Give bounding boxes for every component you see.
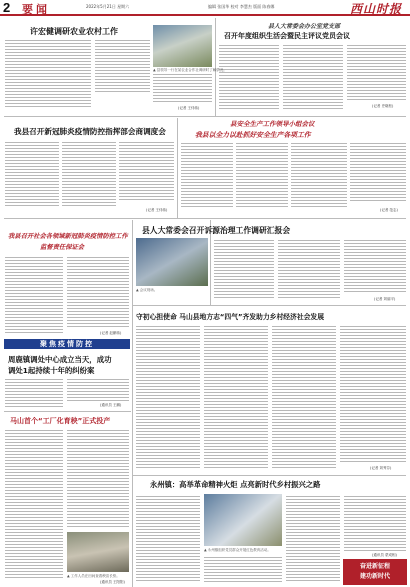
issue-date: 2022年5月21日 星期六: [86, 4, 130, 9]
article-body: [204, 324, 268, 470]
article-source: (记者 刘秀芬): [370, 466, 392, 470]
article-body: [5, 377, 63, 407]
article-body: [286, 494, 340, 582]
article-body: [214, 238, 274, 300]
news-photo: [153, 25, 212, 67]
article-body: [278, 238, 340, 300]
article-source: (通讯员 王鹏): [100, 403, 122, 407]
article-body: [5, 140, 59, 206]
photo-caption: ▲ 工作人员在田间查看秧苗长势。: [67, 574, 120, 578]
section-divider: [4, 411, 131, 412]
masthead: [0, 0, 410, 16]
article-body: [5, 255, 63, 335]
article-source: (通讯员 蒙成相): [372, 553, 397, 557]
column-divider: [132, 220, 133, 587]
article-body: [67, 428, 129, 528]
column-divider: [215, 18, 216, 116]
section-title: 要闻: [22, 3, 50, 16]
section-divider: [133, 305, 406, 306]
article-kicker: 县安全生产工作领导小组会议: [230, 120, 315, 128]
article-body: [347, 43, 406, 101]
article-headline: 我县召开新冠肺炎疫情防控指挥部会商调度会: [14, 127, 166, 136]
article-body: [67, 377, 129, 401]
photo-caption: ▲ 会议现场。: [136, 288, 158, 292]
article-kicker: 县人大常委会办公室党支部: [268, 23, 341, 30]
article-body: [340, 324, 406, 464]
article-body: [5, 428, 63, 578]
article-headline: 县人大常委会召开诉源治理工作调研汇报会: [142, 226, 291, 235]
photo-caption: ▲ 永州镇组织党员群众开展红色教育活动。: [204, 548, 271, 552]
article-body: [95, 38, 150, 94]
section-divider: [133, 475, 406, 476]
article-body: [62, 140, 116, 206]
section-divider: [4, 116, 406, 117]
news-photo: [67, 532, 129, 572]
photo-caption: ▲ 县领导一行在某农业合作社调研时了解情况。: [153, 68, 227, 72]
section-band: 聚焦疫情防控: [4, 339, 130, 349]
article-body: [344, 494, 406, 552]
article-body: [5, 38, 91, 108]
article-source: (记者 王伟伟): [146, 208, 168, 212]
article-body: [350, 141, 406, 203]
article-body: [67, 255, 129, 329]
article-body: [181, 141, 233, 209]
article-source: (记者 刘丽平): [374, 297, 396, 301]
article-body: [219, 43, 279, 109]
article-source: (记者 赵鹏伟): [100, 331, 122, 335]
article-headline: 守初心担使命 马山县地方志“四气”齐发助力乡村经济社会发展: [136, 313, 325, 321]
news-photo: [204, 494, 282, 546]
article-headline-cont: 调处1起持续十年的纠纷案: [8, 366, 95, 375]
editor-credits: 编辑 张国华 校对 李慧杰 版面 陈春娜: [208, 4, 275, 9]
newspaper-logo: 西山时报: [350, 2, 403, 16]
article-body: [153, 72, 212, 104]
article-headline: 永州镇：高举革命精神火炬 点亮新时代乡村振兴之路: [150, 480, 321, 489]
article-source: (记者 范志): [380, 208, 398, 212]
article-headline: 许宏健调研农业农村工作: [30, 27, 118, 36]
article-body: [291, 141, 347, 209]
article-headline: 我县以全力以赴抓好安全生产各项工作: [195, 131, 311, 139]
section-divider: [4, 218, 406, 219]
article-body: [283, 43, 343, 109]
slogan-line-2: 建功新时代: [359, 573, 390, 580]
slogan-line-1: 奋进新征程: [359, 563, 390, 570]
article-source: (记者 史晓松): [372, 104, 394, 108]
article-body: [344, 238, 406, 294]
slogan-badge: [343, 559, 407, 585]
column-divider: [177, 118, 178, 218]
article-headline: 马山首个“工厂化育秧”正式投产: [10, 417, 111, 425]
article-headline: 周鹿镇调处中心成立当天，成功: [8, 355, 112, 364]
article-body: [204, 555, 282, 582]
article-headline-cont: 监督责任保证会: [40, 244, 85, 251]
news-photo: [136, 238, 208, 286]
article-source: (通讯员 王阳阳): [100, 580, 125, 584]
article-body: [236, 141, 288, 209]
article-headline: 我县召开社会各领域新冠肺炎疫情防控工作: [8, 233, 128, 240]
article-body: [136, 494, 200, 582]
article-body: [272, 324, 336, 470]
article-body: [119, 140, 174, 200]
page-number: 2: [3, 0, 11, 15]
article-source: (记者 王伟伟): [178, 106, 200, 110]
article-headline: 召开年度组织生活会暨民主评议党员会议: [224, 32, 350, 40]
article-body: [136, 324, 200, 470]
